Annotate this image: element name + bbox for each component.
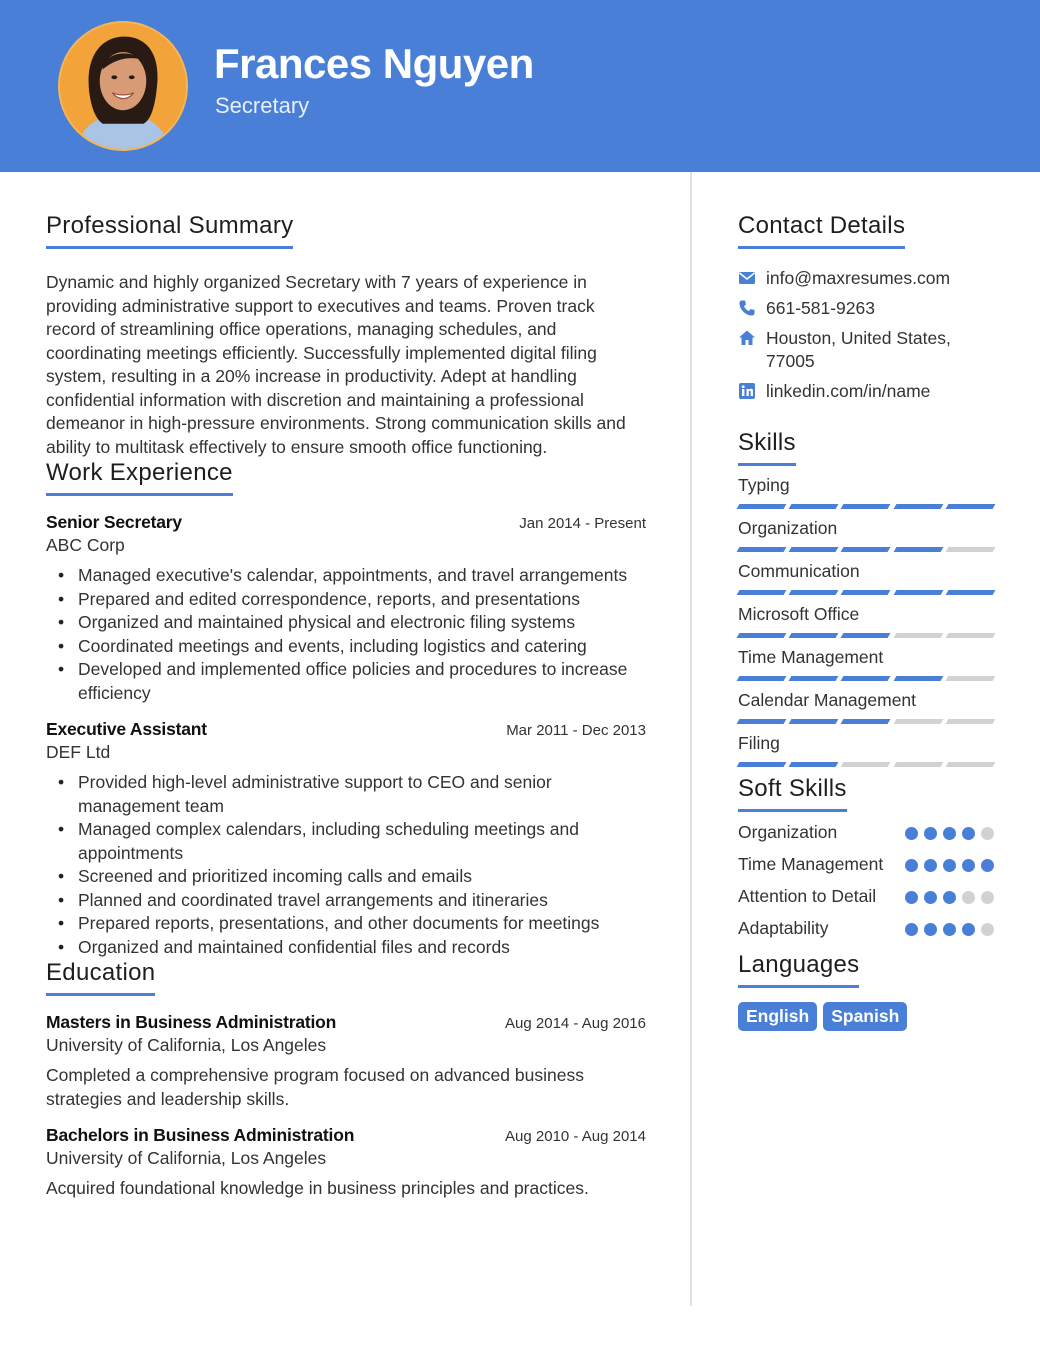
- soft-skill-name: Time Management: [738, 854, 884, 874]
- soft-skill-rating: [905, 827, 994, 840]
- candidate-name: Frances Nguyen: [214, 40, 534, 87]
- skill-level-segment: [789, 719, 839, 724]
- rating-dot: [981, 923, 994, 936]
- linkedin-icon: [738, 382, 756, 400]
- phone-text[interactable]: 661-581-9263: [766, 298, 875, 318]
- skill-item: [738, 560, 994, 595]
- job-title: Senior Secretary: [46, 512, 182, 532]
- skill-level-segment: [893, 719, 943, 724]
- rating-dot: [924, 859, 937, 872]
- degree-title: Masters in Business Administration: [46, 1012, 337, 1032]
- skill-level-segment: [737, 504, 787, 509]
- skill-level-segment: [841, 504, 891, 509]
- skill-name: Filing: [738, 733, 780, 753]
- home-icon: [738, 329, 756, 347]
- bullet-item: • Developed and implemented office policies and procedures to increase efficiency: [78, 658, 646, 705]
- left-column: [46, 212, 646, 1201]
- skill-level-segment: [893, 504, 943, 509]
- job-company: DEF Ltd: [46, 742, 111, 762]
- soft-skill-item: [738, 884, 994, 909]
- skill-level-segment: [945, 590, 995, 595]
- rating-dot: [981, 859, 994, 872]
- skill-level-segment: [893, 590, 943, 595]
- soft-skill-name: Attention to Detail: [738, 886, 877, 906]
- person-portrait-icon: [60, 23, 186, 149]
- rating-dot: [905, 827, 918, 840]
- bullet-item: • Screened and prioritized incoming calls and emails: [78, 865, 646, 889]
- skill-level-segment: [841, 719, 891, 724]
- contact-linkedin[interactable]: [738, 380, 994, 403]
- skill-level-segment: [737, 719, 787, 724]
- education-header: [46, 1012, 646, 1033]
- job-header: [46, 719, 646, 740]
- soft-skill-item: [738, 820, 994, 845]
- skill-item: [738, 646, 994, 681]
- experience-heading: Work Experience: [46, 459, 233, 496]
- school-name: University of California, Los Angeles: [46, 1148, 327, 1168]
- rating-dot: [943, 891, 956, 904]
- skill-level-bar: [738, 504, 994, 509]
- soft-skill-rating: [905, 859, 994, 872]
- skill-level-bar: [738, 762, 994, 767]
- rating-dot: [924, 891, 937, 904]
- skill-name: Calendar Management: [738, 690, 917, 710]
- education-section: [46, 959, 646, 1201]
- skill-level-segment: [789, 547, 839, 552]
- skill-level-segment: [841, 547, 891, 552]
- summary-section: [46, 212, 646, 459]
- skills-section: [738, 429, 994, 767]
- job-bullets: [46, 564, 646, 705]
- skill-item: [738, 474, 994, 509]
- contact-email[interactable]: [738, 267, 994, 290]
- skill-name: Microsoft Office: [738, 604, 860, 624]
- skills-list: [738, 474, 994, 767]
- linkedin-text[interactable]: linkedin.com/in/name: [766, 381, 931, 401]
- bullet-item: • Planned and coordinated travel arrangements and itineraries: [78, 889, 646, 913]
- education-date: Aug 2010 - Aug 2014: [505, 1128, 646, 1145]
- skill-level-segment: [893, 676, 943, 681]
- bullet-item: • Prepared reports, presentations, and other documents for meetings: [78, 912, 646, 936]
- language-badge: English: [738, 1002, 817, 1031]
- skill-level-segment: [841, 590, 891, 595]
- skill-level-segment: [737, 633, 787, 638]
- contact-heading: Contact Details: [738, 212, 905, 249]
- skill-level-bar: [738, 719, 994, 724]
- envelope-icon: [738, 269, 756, 287]
- job-company: ABC Corp: [46, 535, 125, 555]
- skill-name: Communication: [738, 561, 860, 581]
- contact-phone[interactable]: [738, 297, 994, 320]
- bullet-item: • Organized and maintained physical and electronic filing systems: [78, 611, 646, 635]
- education-entry: [46, 1125, 646, 1201]
- rating-dot: [962, 827, 975, 840]
- skill-level-segment: [737, 762, 787, 767]
- skill-name: Time Management: [738, 647, 884, 667]
- skills-heading: Skills: [738, 429, 796, 466]
- skill-level-segment: [737, 547, 787, 552]
- skill-level-segment: [893, 547, 943, 552]
- soft-skill-name: Organization: [738, 822, 838, 842]
- soft-skills-heading: Soft Skills: [738, 775, 847, 812]
- rating-dot: [943, 859, 956, 872]
- skill-name: Organization: [738, 518, 838, 538]
- summary-heading: Professional Summary: [46, 212, 293, 249]
- email-text[interactable]: info@maxresumes.com: [766, 268, 951, 288]
- skill-level-segment: [841, 676, 891, 681]
- skill-level-segment: [789, 762, 839, 767]
- languages-section: [738, 951, 994, 1031]
- skill-level-segment: [789, 504, 839, 509]
- education-description: Acquired foundational knowledge in business principles and practices.: [46, 1178, 589, 1198]
- bullet-item: • Prepared and edited correspondence, reports, and presentations: [78, 588, 646, 612]
- skill-level-bar: [738, 590, 994, 595]
- soft-skill-item: [738, 852, 994, 877]
- rating-dot: [924, 827, 937, 840]
- rating-dot: [943, 827, 956, 840]
- skill-level-segment: [945, 633, 995, 638]
- education-header: [46, 1125, 646, 1146]
- degree-title: Bachelors in Business Administration: [46, 1125, 355, 1145]
- bullet-item: • Coordinated meetings and events, including logistics and catering: [78, 635, 646, 659]
- rating-dot: [981, 891, 994, 904]
- rating-dot: [924, 923, 937, 936]
- bullet-item: • Provided high-level administrative support to CEO and senior management team: [78, 771, 646, 818]
- column-divider: [690, 172, 692, 1306]
- skill-level-segment: [945, 504, 995, 509]
- profile-photo: [58, 21, 188, 151]
- soft-skills-list: [738, 820, 994, 941]
- skill-level-segment: [841, 633, 891, 638]
- contact-list: [738, 267, 994, 403]
- phone-icon: [738, 299, 756, 317]
- job-date: Mar 2011 - Dec 2013: [506, 722, 646, 739]
- school-name: University of California, Los Angeles: [46, 1035, 327, 1055]
- skill-level-segment: [945, 676, 995, 681]
- skill-name: Typing: [738, 475, 790, 495]
- skill-level-segment: [789, 633, 839, 638]
- education-entry: [46, 1012, 646, 1111]
- soft-skill-name: Adaptability: [738, 918, 829, 938]
- skill-level-segment: [945, 719, 995, 724]
- right-column: [738, 212, 994, 1031]
- experience-section: [46, 459, 646, 959]
- skill-level-segment: [841, 762, 891, 767]
- rating-dot: [962, 923, 975, 936]
- languages-list: [738, 1002, 994, 1031]
- address-text: Houston, United States, 77005: [766, 328, 951, 371]
- soft-skill-rating: [905, 891, 994, 904]
- education-heading: Education: [46, 959, 155, 996]
- bullet-item: • Managed complex calendars, including scheduling meetings and appointments: [78, 818, 646, 865]
- skill-level-segment: [737, 676, 787, 681]
- languages-heading: Languages: [738, 951, 859, 988]
- soft-skills-section: [738, 775, 994, 941]
- job-entry: [46, 719, 646, 959]
- skill-level-segment: [945, 547, 995, 552]
- rating-dot: [905, 923, 918, 936]
- rating-dot: [905, 859, 918, 872]
- education-description: Completed a comprehensive program focused on advanced business strategies and leadership skills.: [46, 1065, 584, 1109]
- skill-level-bar: [738, 547, 994, 552]
- skill-level-bar: [738, 633, 994, 638]
- resume-header: [0, 0, 1040, 172]
- skill-level-segment: [893, 633, 943, 638]
- candidate-title: Secretary: [215, 93, 310, 118]
- education-date: Aug 2014 - Aug 2016: [505, 1015, 646, 1032]
- bullet-item: • Managed executive's calendar, appointments, and travel arrangements: [78, 564, 646, 588]
- rating-dot: [962, 891, 975, 904]
- job-date: Jan 2014 - Present: [519, 515, 646, 532]
- language-badge: Spanish: [823, 1002, 907, 1031]
- summary-text: Dynamic and highly organized Secretary with 7 years of experience in providing administrative support to executives and teams. Proven track record of streamlining office operations, managing schedules, and coordinating meetings efficiently. Successfully implemented digital filing system, resulting in a 20% increase in productivity. Adept at handling confidential information with discretion and maintaining a professional demeanor in high-pressure environments. Strong communication skills and ability to multitask effectively to ensure smooth office functioning.: [46, 272, 626, 457]
- skill-item: [738, 603, 994, 638]
- skill-item: [738, 732, 994, 767]
- bullet-item: • Organized and maintained confidential files and records: [78, 936, 646, 960]
- soft-skill-rating: [905, 923, 994, 936]
- skill-level-segment: [945, 762, 995, 767]
- job-header: [46, 512, 646, 533]
- skill-level-segment: [789, 590, 839, 595]
- contact-address: [738, 327, 994, 373]
- skill-level-segment: [893, 762, 943, 767]
- job-title: Executive Assistant: [46, 719, 207, 739]
- rating-dot: [943, 923, 956, 936]
- skill-item: [738, 689, 994, 724]
- skill-item: [738, 517, 994, 552]
- rating-dot: [962, 859, 975, 872]
- skill-level-bar: [738, 676, 994, 681]
- rating-dot: [981, 827, 994, 840]
- rating-dot: [905, 891, 918, 904]
- job-bullets: [46, 771, 646, 959]
- contact-section: [738, 212, 994, 403]
- job-entry: [46, 512, 646, 705]
- soft-skill-item: [738, 916, 994, 941]
- skill-level-segment: [737, 590, 787, 595]
- skill-level-segment: [789, 676, 839, 681]
